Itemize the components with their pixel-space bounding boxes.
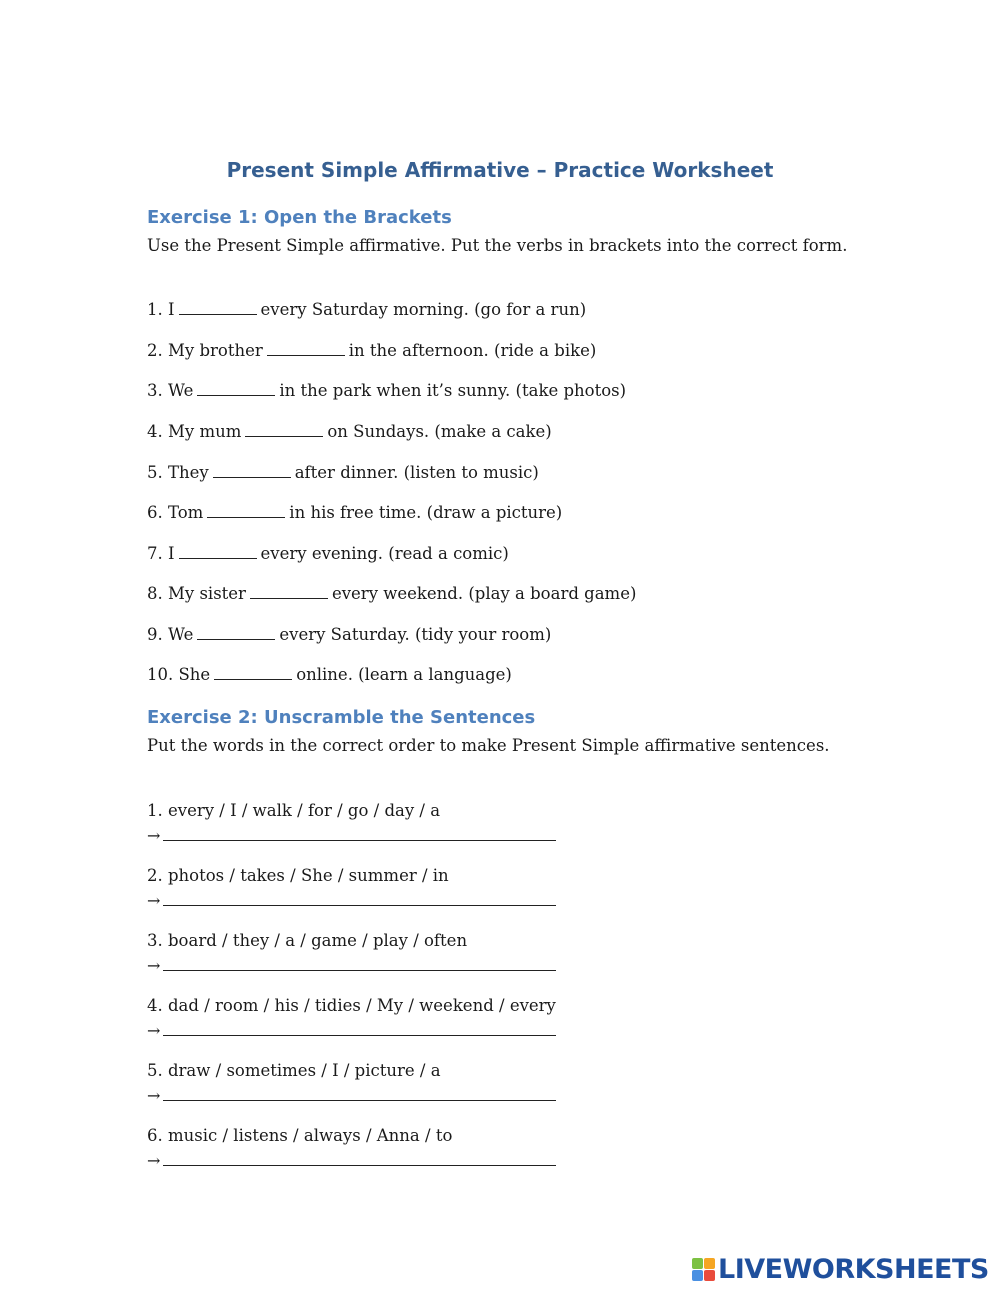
logo-text: LIVEWORKSHEETS [718, 1253, 989, 1285]
exercise2-prompt: 3. board / they / a / game / play / often [147, 931, 468, 950]
item-suffix: online. (learn a language) [296, 665, 512, 684]
answer-line[interactable] [163, 1153, 556, 1166]
answer-line[interactable] [163, 958, 556, 971]
logo-square [692, 1258, 703, 1269]
exercise2-prompt: 2. photos / takes / She / summer / in [147, 866, 449, 885]
arrow-icon: → [147, 826, 161, 845]
answer-line[interactable] [163, 1088, 556, 1101]
exercise1-item [147, 463, 539, 482]
answer-blank[interactable] [213, 463, 291, 478]
item-prefix: 8. My sister [147, 584, 246, 603]
answer-line[interactable] [163, 1023, 556, 1036]
exercise2-instruction: Put the words in the correct order to make Present Simple affirmative sentences. [147, 736, 830, 755]
item-suffix: every Saturday. (tidy your room) [279, 625, 552, 644]
exercise1-item [147, 625, 551, 644]
answer-line[interactable] [163, 893, 556, 906]
answer-blank[interactable] [250, 584, 328, 599]
answer-blank[interactable] [245, 422, 323, 437]
exercise2-prompt: 4. dad / room / his / tidies / My / weekend / every [147, 996, 556, 1015]
exercise2-answer-line[interactable] [147, 891, 556, 910]
exercise1-item [147, 341, 596, 360]
exercise2-answer-line[interactable] [147, 1086, 556, 1105]
item-suffix: every weekend. (play a board game) [331, 584, 637, 603]
item-suffix: after dinner. (listen to music) [294, 463, 539, 482]
item-suffix: in the afternoon. (ride a bike) [348, 341, 597, 360]
exercise1-item [147, 300, 586, 319]
exercise1-item [147, 422, 552, 441]
answer-blank[interactable] [214, 665, 292, 680]
liveworksheets-logo[interactable] [692, 1254, 989, 1284]
exercise1-item [147, 544, 509, 563]
exercise1-item [147, 584, 636, 603]
exercise2-prompt: 1. every / I / walk / for / go / day / a [147, 801, 441, 820]
exercise1-heading: Exercise 1: Open the Brackets [147, 207, 452, 228]
exercise2-answer-line[interactable] [147, 826, 556, 845]
arrow-icon: → [147, 1086, 161, 1105]
arrow-icon: → [147, 1021, 161, 1040]
exercise1-instruction: Use the Present Simple affirmative. Put the verbs in brackets into the correct form. [147, 236, 848, 255]
answer-blank[interactable] [197, 381, 275, 396]
answer-blank[interactable] [267, 341, 345, 356]
item-prefix: 9. We [147, 625, 194, 644]
item-prefix: 2. My brother [147, 341, 263, 360]
exercise1-item [147, 665, 512, 684]
item-prefix: 5. They [147, 463, 209, 482]
exercise1-item [147, 503, 562, 522]
exercise2-prompt: 5. draw / sometimes / I / picture / a [147, 1061, 441, 1080]
exercise1-item [147, 381, 626, 400]
item-suffix: in his free time. (draw a picture) [289, 503, 563, 522]
item-suffix: every evening. (read a comic) [260, 544, 509, 563]
logo-square [704, 1258, 715, 1269]
item-suffix: in the park when it’s sunny. (take photos) [279, 381, 627, 400]
liveworksheets-logo-icon [692, 1258, 715, 1281]
answer-blank[interactable] [179, 544, 257, 559]
arrow-icon: → [147, 1151, 161, 1170]
item-suffix: every Saturday morning. (go for a run) [260, 300, 587, 319]
item-prefix: 7. I [147, 544, 175, 563]
item-prefix: 1. I [147, 300, 175, 319]
item-prefix: 4. My mum [147, 422, 242, 441]
answer-line[interactable] [163, 828, 556, 841]
answer-blank[interactable] [207, 503, 285, 518]
logo-square [704, 1270, 715, 1281]
answer-blank[interactable] [197, 625, 275, 640]
exercise2-answer-line[interactable] [147, 956, 556, 975]
exercise2-prompt: 6. music / listens / always / Anna / to [147, 1126, 453, 1145]
arrow-icon: → [147, 956, 161, 975]
item-suffix: on Sundays. (make a cake) [327, 422, 552, 441]
exercise2-answer-line[interactable] [147, 1151, 556, 1170]
logo-square [692, 1270, 703, 1281]
arrow-icon: → [147, 891, 161, 910]
exercise2-heading: Exercise 2: Unscramble the Sentences [147, 707, 536, 728]
exercise2-answer-line[interactable] [147, 1021, 556, 1040]
page-title: Present Simple Affirmative – Practice Worksheet [226, 158, 774, 182]
item-prefix: 3. We [147, 381, 194, 400]
item-prefix: 6. Tom [147, 503, 204, 522]
answer-blank[interactable] [179, 300, 257, 315]
item-prefix: 10. She [147, 665, 211, 684]
